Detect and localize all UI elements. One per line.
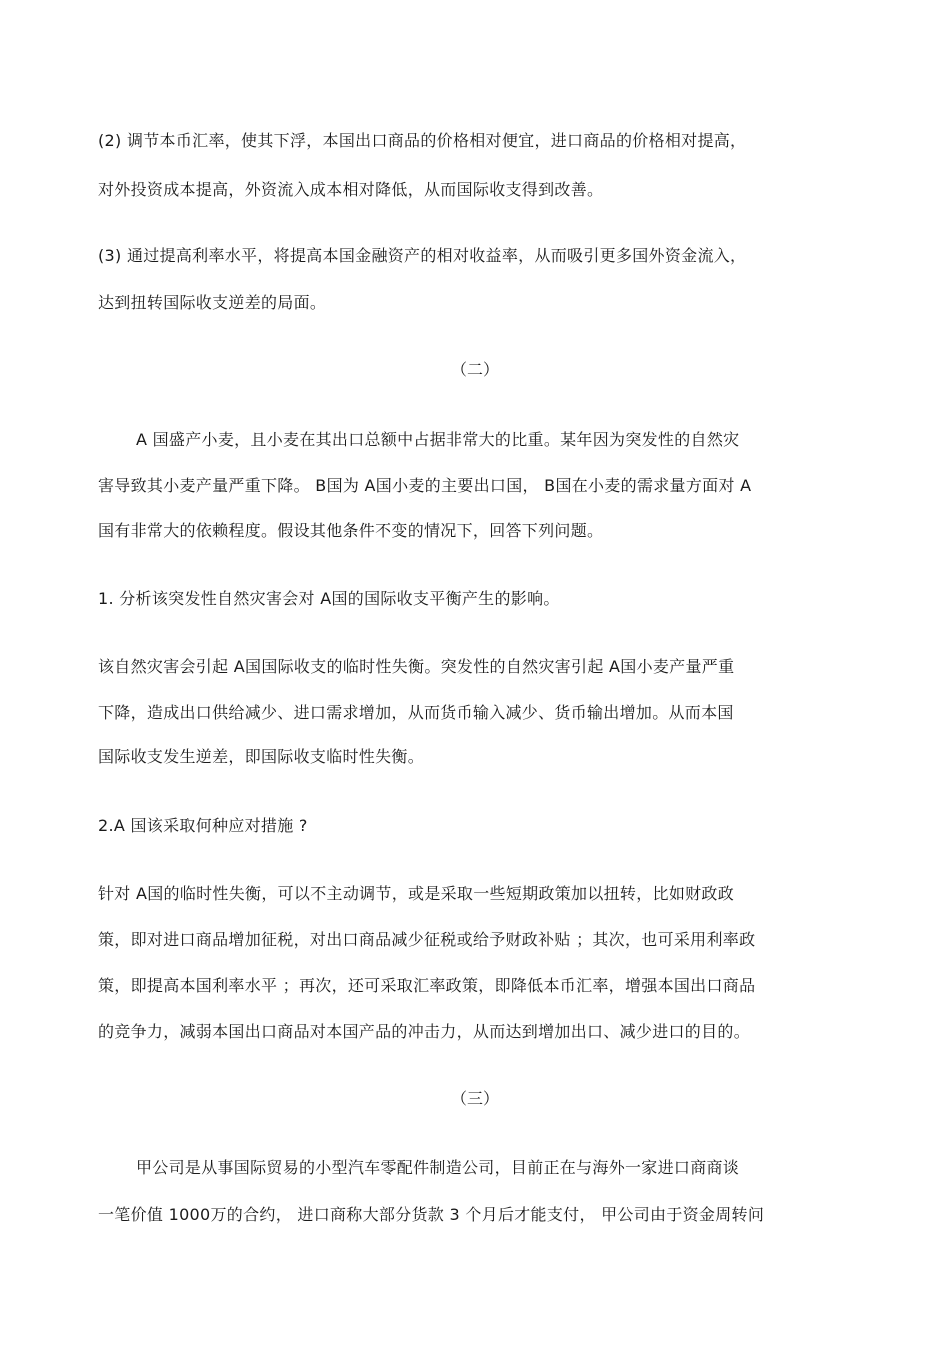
paragraph-line: 国有非常大的依赖程度。假设其他条件不变的情况下，回答下列问题。 [98,521,604,540]
question-heading: 2.A 国该采取何种应对措施 ? [98,816,308,835]
paragraph-line: 对外投资成本提高，外资流入成本相对降低，从而国际收支得到改善。 [98,180,604,199]
paragraph-line: 达到扭转国际收支逆差的局面。 [98,293,327,312]
paragraph-line: 一笔价值 1000万的合约， 进口商称大部分货款 3 个月后才能支付， 甲公司由于资金周转问 [98,1205,765,1224]
paragraph-line: 策，即提高本国利率水平 ；再次，还可采取汇率政策，即降低本币汇率，增强本国出口商品 [98,976,756,995]
paragraph-line: 国际收支发生逆差，即国际收支临时性失衡。 [98,747,425,766]
section-heading: （三） [450,1089,499,1108]
paragraph-line: (3) 通过提高利率水平，将提高本国金融资产的相对收益率，从而吸引更多国外资金流入， [98,246,747,265]
question-heading: 1. 分析该突发性自然灾害会对 A国的国际收支平衡产生的影响。 [98,589,560,608]
paragraph-line: 下降，造成出口供给减少、进口需求增加，从而货币输入减少、货币输出增加。从而本国 [98,703,734,722]
paragraph-line: 甲公司是从事国际贸易的小型汽车零配件制造公司，目前正在与海外一家进口商商谈 [136,1158,740,1177]
paragraph-line: 策，即对进口商品增加征税，对出口商品减少征税或给予财政补贴 ；其次，也可采用利率政 [98,930,756,949]
paragraph-line: 该自然灾害会引起 A国国际收支的临时性失衡。突发性的自然灾害引起 A国小麦产量严重 [98,657,735,676]
paragraph-line: 针对 A国的临时性失衡，可以不主动调节，或是采取一些短期政策加以扭转，比如财政政 [98,884,735,903]
section-heading: （二） [450,360,499,379]
paragraph-line: (2) 调节本币汇率，使其下浮，本国出口商品的价格相对便宜，进口商品的价格相对提高， [98,131,747,150]
paragraph-line: 的竞争力，减弱本国出口商品对本国产品的冲击力，从而达到增加出口、减少进口的目的。 [98,1022,751,1041]
paragraph-line: A 国盛产小麦，且小麦在其出口总额中占据非常大的比重。某年因为突发性的自然灾 [136,430,740,449]
paragraph-line: 害导致其小麦产量严重下降。 B国为 A国小麦的主要出口国， B国在小麦的需求量方面对 A [98,476,752,495]
